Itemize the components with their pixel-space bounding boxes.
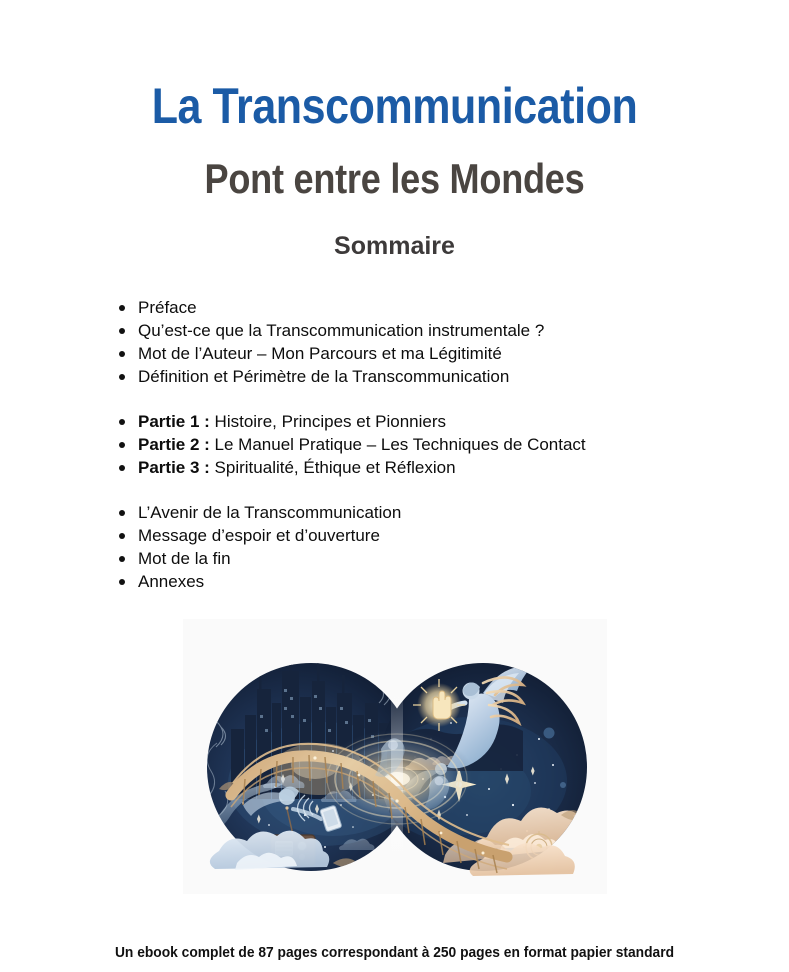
toc-item-lead: Partie 1 : bbox=[138, 412, 215, 431]
page-title: La Transcommunication bbox=[151, 77, 638, 134]
toc-item-label: Définition et Périmètre de la Transcommunication bbox=[138, 367, 510, 386]
bullet-icon bbox=[119, 351, 125, 357]
toc-group-closing bbox=[104, 501, 704, 593]
toc-item-label: Message d’espoir et d’ouverture bbox=[138, 526, 380, 545]
toc-item-label: Annexes bbox=[138, 572, 205, 591]
cover-illustration bbox=[183, 619, 607, 894]
bullet-icon bbox=[119, 533, 125, 539]
list-item[interactable] bbox=[104, 456, 704, 479]
list-item[interactable] bbox=[104, 410, 704, 433]
section-heading-sommaire: Sommaire bbox=[334, 232, 455, 260]
bullet-icon bbox=[119, 328, 125, 334]
list-item[interactable] bbox=[104, 319, 704, 342]
bullet-icon bbox=[119, 442, 125, 448]
toc-group-intro bbox=[104, 296, 704, 388]
bullet-icon bbox=[119, 305, 125, 311]
list-item[interactable] bbox=[104, 296, 704, 319]
toc-item-lead: Partie 3 : bbox=[138, 458, 215, 477]
toc-item-label: Mot de la fin bbox=[138, 549, 231, 568]
list-item[interactable] bbox=[104, 570, 704, 593]
toc-item-label: L’Avenir de la Transcommunication bbox=[138, 503, 402, 522]
table-of-contents bbox=[104, 296, 704, 593]
bullet-icon bbox=[119, 419, 125, 425]
toc-item-label: Histoire, Principes et Pionniers bbox=[214, 412, 447, 431]
list-item[interactable] bbox=[104, 365, 704, 388]
list-item[interactable] bbox=[104, 547, 704, 570]
bullet-icon bbox=[119, 374, 125, 380]
bullet-icon bbox=[119, 510, 125, 516]
list-item[interactable] bbox=[104, 433, 704, 456]
toc-item-lead: Partie 2 : bbox=[138, 435, 215, 454]
toc-item-label: Le Manuel Pratique – Les Techniques de Contact bbox=[214, 435, 586, 454]
list-item[interactable] bbox=[104, 524, 704, 547]
bullet-icon bbox=[119, 579, 125, 585]
orb bbox=[544, 728, 555, 739]
toc-item-label: Spiritualité, Éthique et Réflexion bbox=[214, 458, 456, 477]
toc-item-label: Mot de l’Auteur – Mon Parcours et ma Légitimité bbox=[138, 344, 502, 363]
page-subtitle: Pont entre les Mondes bbox=[204, 154, 585, 202]
bullet-icon bbox=[119, 465, 125, 471]
list-item[interactable] bbox=[104, 342, 704, 365]
list-item[interactable] bbox=[104, 501, 704, 524]
bullet-icon bbox=[119, 556, 125, 562]
figure-caption: Un ebook complet de 87 pages correspondant à 250 pages en format papier standard bbox=[114, 944, 675, 961]
toc-item-label: Préface bbox=[138, 298, 197, 317]
orb bbox=[560, 782, 566, 788]
toc-group-parties bbox=[104, 410, 704, 479]
toc-item-label: Qu’est-ce que la Transcommunication instrumentale ? bbox=[138, 321, 545, 340]
infinity-bridge-illustration bbox=[183, 619, 607, 894]
